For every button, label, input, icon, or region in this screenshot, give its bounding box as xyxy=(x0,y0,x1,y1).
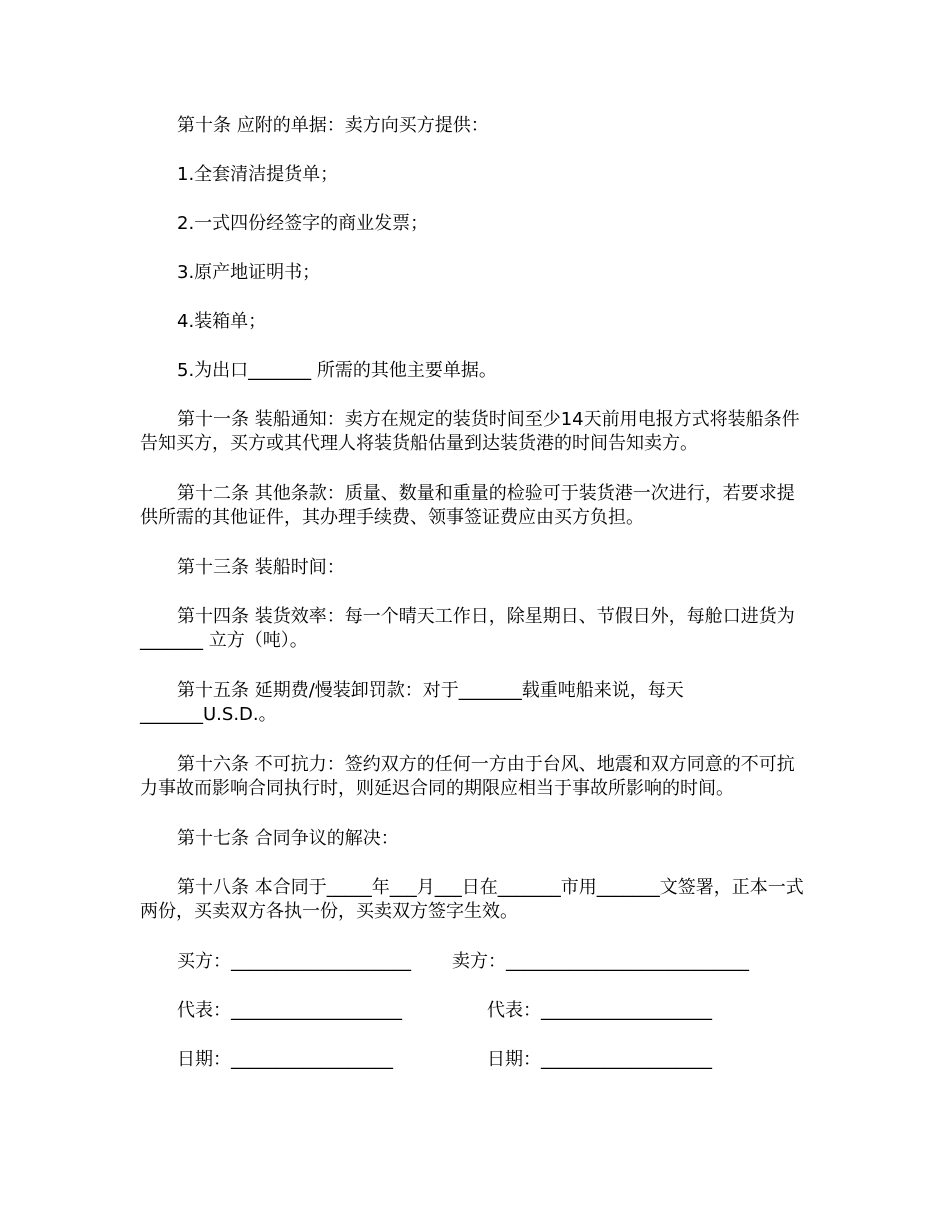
seller-date-line: 日期：___________________ xyxy=(487,1049,712,1070)
document-item-4: 4.装箱单； xyxy=(177,311,267,332)
document-item-3: 3.原产地证明书； xyxy=(177,262,321,283)
document-item-2: 2.一式四份经签字的商业发票； xyxy=(177,213,429,234)
article-17: 第十七条 合同争议的解决： xyxy=(177,828,399,849)
document-item-1: 1.全套清洁提货单； xyxy=(177,164,339,185)
article-11: 第十一条 装船通知：卖方在规定的装货时间至少14天前用电报方式将装船条件告知买方，买方或其代理人将装货船估量到达装货港的时间告知卖方。 xyxy=(140,409,800,454)
seller-representative-line: 代表：___________________ xyxy=(487,1000,712,1021)
article-13: 第十三条 装船时间： xyxy=(177,557,345,578)
buyer-date-line: 日期：__________________ xyxy=(177,1049,393,1070)
document-item-5: 5.为出口_______ 所需的其他主要单据。 xyxy=(177,360,497,381)
buyer-signature-line: 买方：____________________ xyxy=(177,951,411,972)
article-15: 第十五条 延期费/慢装卸罚款：对于_______载重吨船来说，每天_______U.S.D.。 xyxy=(140,680,684,725)
article-14: 第十四条 装货效率：每一个晴天工作日，除星期日、节假日外，每舱口进货为_______ 立方（吨）。 xyxy=(140,606,795,651)
buyer-representative-line: 代表：___________________ xyxy=(177,1000,402,1021)
article-16: 第十六条 不可抗力：签约双方的任何一方由于台风、地震和双方同意的不可抗力事故而影响合同执行时，则延迟合同的期限应相当于事故所影响的时间。 xyxy=(140,754,795,799)
article-12: 第十二条 其他条款：质量、数量和重量的检验可于装货港一次进行，若要求提供所需的其他证件，其办理手续费、领事签证费应由买方负担。 xyxy=(140,483,795,528)
article-18: 第十八条 本合同于_____年___月___日在_______市用_______文签署，正本一式两份，买卖双方各执一份，买卖双方签字生效。 xyxy=(140,877,804,922)
seller-signature-line: 卖方：___________________________ xyxy=(452,951,749,972)
article-10-heading: 第十条 应附的单据：卖方向买方提供： xyxy=(177,115,489,136)
